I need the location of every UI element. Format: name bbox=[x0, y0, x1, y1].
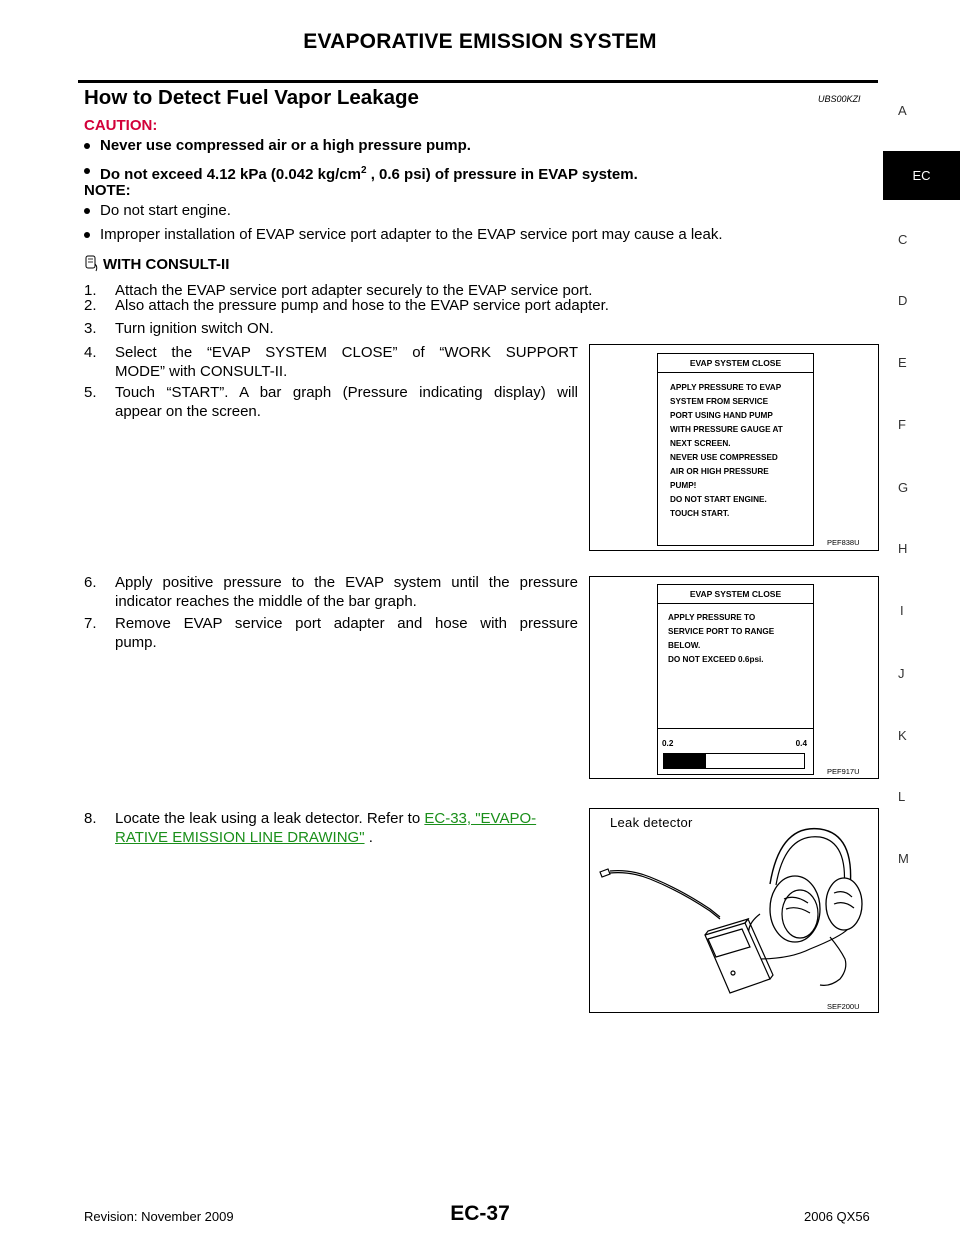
screen-instructions: APPLY PRESSURE TO SERVICE PORT TO RANGE BELOW. DO NOT EXCEED 0.6psi. bbox=[668, 613, 775, 664]
step-7: 7. Remove EVAP service port adapter and hose with pressure pump. bbox=[84, 615, 578, 651]
screen-instructions: APPLY PRESSURE TO EVAP SYSTEM FROM SERVICE PORT USING HAND PUMP WITH PRESSURE GAUGE AT NEXT SCREEN. NEVER USE COMPRESSED AIR OR HIGH PRESSURE PUMP! DO NOT START ENGINE. TOUCH START. bbox=[670, 383, 783, 518]
figure-evap-close-screen-1 bbox=[589, 344, 879, 551]
consult-tester-icon bbox=[84, 255, 99, 272]
note-label: NOTE: bbox=[84, 182, 131, 199]
consult-screen bbox=[657, 584, 814, 775]
figure-evap-close-screen-2 bbox=[589, 576, 879, 779]
step-1: 1. Attach the EVAP service port adapter securely to the EVAP service port. bbox=[84, 282, 593, 299]
pressure-bar-graph bbox=[663, 753, 805, 769]
figure-code: PEF917U bbox=[827, 767, 860, 776]
caution-item: Never use compressed air or a high pressure pump. bbox=[84, 137, 804, 155]
side-tab-i[interactable]: I bbox=[900, 603, 904, 618]
note-item: Improper installation of EVAP service port adapter to the EVAP service port may cause a leak. bbox=[84, 226, 844, 244]
step-4: 4. Select the “EVAP SYSTEM CLOSE” of “WORK SUPPORT MODE” with CONSULT-II. bbox=[84, 344, 578, 380]
side-tab-m[interactable]: M bbox=[898, 851, 909, 866]
side-tab-c[interactable]: C bbox=[898, 232, 908, 247]
side-tab-l[interactable]: L bbox=[898, 789, 906, 804]
footer-page-number: EC-37 bbox=[450, 1202, 510, 1225]
side-tab-j[interactable]: J bbox=[898, 666, 905, 681]
note-item: Do not start engine. bbox=[84, 202, 804, 220]
leak-detector-illustration bbox=[590, 809, 878, 1012]
caution-label: CAUTION: bbox=[84, 117, 158, 134]
side-tab-k[interactable]: K bbox=[898, 728, 907, 743]
consult-screen bbox=[657, 353, 814, 546]
step-5: 5. Touch “START”. A bar graph (Pressure indicating display) will appear on the screen. bbox=[84, 384, 578, 420]
footer-revision: Revision: November 2009 bbox=[84, 1209, 234, 1224]
page-header-title: EVAPORATIVE EMISSION SYSTEM bbox=[303, 30, 657, 53]
figure-code: SEF200U bbox=[827, 1002, 860, 1011]
with-consult-heading: WITH CONSULT-II bbox=[84, 255, 229, 273]
leak-detector-label: Leak detector bbox=[610, 815, 693, 830]
figure-code: PEF838U bbox=[827, 538, 860, 547]
side-tab-ec-active[interactable]: EC bbox=[883, 151, 960, 200]
step-2: 2. Also attach the pressure pump and hose to the EVAP service port adapter. bbox=[84, 297, 609, 314]
side-tab-e[interactable]: E bbox=[898, 355, 907, 370]
screen-title: EVAP SYSTEM CLOSE bbox=[689, 589, 782, 599]
header-rule bbox=[78, 80, 878, 83]
screen-title: EVAP SYSTEM CLOSE bbox=[689, 358, 782, 368]
step-3: 3. Turn ignition switch ON. bbox=[84, 320, 274, 337]
step-8: 8. Locate the leak using a leak detector. Refer to EC-33, "EVAPO- RATIVE EMISSION LINE DRAWING" . bbox=[84, 810, 537, 846]
caution-item: Do not exceed 4.12 kPa (0.042 $kg/cm^2$ , 0.6 psi) of pressure in EVAP system. bbox=[84, 162, 804, 182]
side-tab-h[interactable]: H bbox=[898, 541, 908, 556]
side-tab-d[interactable]: D bbox=[898, 293, 908, 308]
step-6: 6. Apply positive pressure to the EVAP system until the pressure indicator reaches the middle of the bar graph. bbox=[84, 574, 578, 610]
gauge-min-label: 0.2 bbox=[662, 739, 674, 748]
pressure-bar-fill bbox=[664, 754, 706, 768]
side-tab-f[interactable]: F bbox=[898, 417, 906, 432]
section-ref-code: UBS00KZI bbox=[818, 94, 861, 104]
evap-line-drawing-link-cont[interactable]: RATIVE EMISSION LINE DRAWING" bbox=[115, 829, 365, 846]
side-tab-a[interactable]: A bbox=[898, 103, 907, 118]
evap-line-drawing-link[interactable]: EC-33, "EVAPO- bbox=[424, 810, 537, 827]
gauge-max-label: 0.4 bbox=[795, 739, 807, 748]
footer-model: 2006 QX56 bbox=[804, 1209, 870, 1224]
figure-leak-detector bbox=[589, 808, 879, 1013]
section-title: How to Detect Fuel Vapor Leakage bbox=[84, 86, 419, 109]
side-tab-g[interactable]: G bbox=[898, 480, 909, 495]
